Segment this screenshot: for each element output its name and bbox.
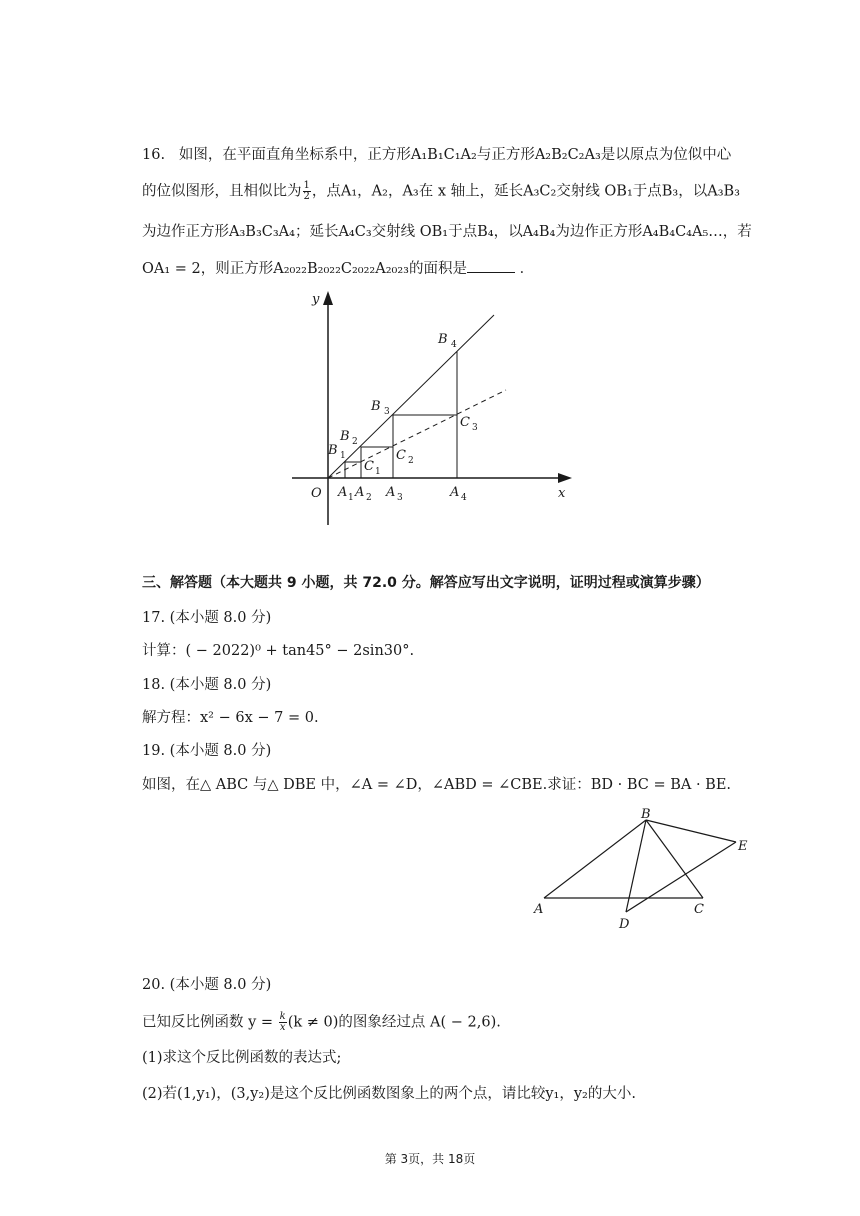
k-over-x-fraction bbox=[279, 1012, 287, 1033]
fraction-k: k bbox=[279, 1011, 286, 1022]
q16-text-line2-post: ，点A₁，A₂，A₃在 x 轴上，延长A₃C₂交射线 OB₁于点B₃，以A₃B₃ bbox=[311, 183, 740, 200]
label-b: B bbox=[641, 807, 651, 822]
page-footer: 第 3页，共 18页 bbox=[384, 1152, 476, 1166]
ratio-numerator: 1 bbox=[303, 180, 310, 191]
label-a4: A bbox=[450, 485, 460, 500]
q19-body: 如图，在△ ABC 与△ DBE 中，∠A = ∠D，∠ABD = ∠CBE.求证：BD · BC = BA · BE. bbox=[142, 777, 732, 793]
q16-text-line3: 为边作正方形A₃B₃C₃A₄；延长A₄C₃交射线 OB₁于点B₄，以A₄B₄为边作正方形A₄B₄C₄A₅…，若 bbox=[142, 224, 752, 240]
ratio-fraction bbox=[303, 181, 311, 202]
q18-head: 18. (本小题 8.0 分) bbox=[142, 677, 272, 693]
label-a4-sub: 4 bbox=[461, 493, 467, 503]
dashed-ray-oc bbox=[328, 390, 506, 478]
q16-number: 16. bbox=[142, 147, 166, 163]
label-c2: C bbox=[396, 448, 406, 463]
label-b2: B bbox=[340, 429, 350, 444]
label-b4-sub: 4 bbox=[451, 340, 457, 350]
label-a1: A bbox=[338, 485, 348, 500]
label-a3: A bbox=[386, 485, 396, 500]
ray-ob1 bbox=[328, 315, 494, 478]
q16-line4 bbox=[142, 258, 534, 279]
q20-body-pre: 已知反比例函数 y = bbox=[142, 1014, 274, 1031]
fraction-x: x bbox=[279, 1022, 286, 1033]
label-c2-sub: 2 bbox=[408, 456, 414, 466]
square-1 bbox=[345, 462, 361, 478]
q16-text-line4-post: ． bbox=[519, 261, 535, 277]
segment-de bbox=[626, 842, 736, 912]
answer-blank[interactable] bbox=[467, 258, 515, 273]
label-c3: C bbox=[460, 415, 470, 430]
q20-body bbox=[142, 1012, 501, 1033]
label-e: E bbox=[738, 839, 748, 854]
label-c1: C bbox=[364, 459, 374, 474]
segment-ab bbox=[544, 820, 646, 898]
label-b4: B bbox=[438, 332, 448, 347]
q20-head: 20. (本小题 8.0 分) bbox=[142, 977, 272, 993]
y-axis-label: y bbox=[312, 292, 320, 307]
q20-body-post: (k ≠ 0)的图象经过点 A( − 2,6). bbox=[287, 1014, 501, 1031]
x-axis-arrow bbox=[558, 473, 572, 483]
q16-line3 bbox=[142, 222, 752, 242]
label-b1: B bbox=[328, 443, 338, 458]
q17-body: 计算：( − 2022)⁰ + tan45° − 2sin30°. bbox=[142, 643, 415, 659]
label-c: C bbox=[694, 902, 704, 917]
q16-text-line1: 如图，在平面直角坐标系中，正方形A₁B₁C₁A₂与正方形A₂B₂C₂A₃是以原点为位似中心 bbox=[178, 147, 732, 163]
label-d: D bbox=[619, 917, 630, 932]
section-3-title: 三、解答题（本大题共 9 小题，共 72.0 分。解答应写出文字说明，证明过程或演算步骤） bbox=[142, 575, 710, 591]
label-a3-sub: 3 bbox=[397, 493, 403, 503]
q16-line2 bbox=[142, 181, 740, 202]
q16-coordinate-figure bbox=[280, 285, 580, 530]
label-a2-sub: 2 bbox=[366, 493, 372, 503]
q16-text-line2-pre: 的位似图形，且相似比为 bbox=[142, 183, 302, 200]
origin-label: O bbox=[311, 486, 322, 501]
q16-text-line4-pre: OA₁ = 2，则正方形A₂₀₂₂B₂₀₂₂C₂₀₂₂A₂₀₂₃的面积是 bbox=[142, 261, 467, 277]
label-b2-sub: 2 bbox=[352, 437, 358, 447]
label-c1-sub: 1 bbox=[375, 467, 381, 477]
label-b1-sub: 1 bbox=[340, 451, 346, 461]
q20-part1: (1)求这个反比例函数的表达式; bbox=[142, 1050, 342, 1066]
label-a1-sub: 1 bbox=[348, 493, 354, 503]
q16-line1 bbox=[142, 145, 731, 165]
q20-part2: (2)若(1,y₁)，(3,y₂)是这个反比例函数图象上的两个点，请比较y₁，y₂的大小. bbox=[142, 1086, 636, 1102]
label-b3: B bbox=[371, 399, 381, 414]
label-a2: A bbox=[355, 485, 365, 500]
q19-head: 19. (本小题 8.0 分) bbox=[142, 743, 272, 759]
y-axis-arrow bbox=[323, 291, 333, 305]
label-c3-sub: 3 bbox=[472, 423, 478, 433]
label-a: A bbox=[534, 902, 544, 917]
q18-body: 解方程：x² − 6x − 7 = 0. bbox=[142, 710, 319, 726]
x-axis-label: x bbox=[558, 486, 566, 501]
square-3 bbox=[393, 415, 457, 478]
q19-triangle-figure bbox=[528, 800, 758, 935]
label-b3-sub: 3 bbox=[384, 407, 390, 417]
q17-head: 17. (本小题 8.0 分) bbox=[142, 610, 272, 626]
ratio-denominator: 2 bbox=[303, 191, 310, 202]
